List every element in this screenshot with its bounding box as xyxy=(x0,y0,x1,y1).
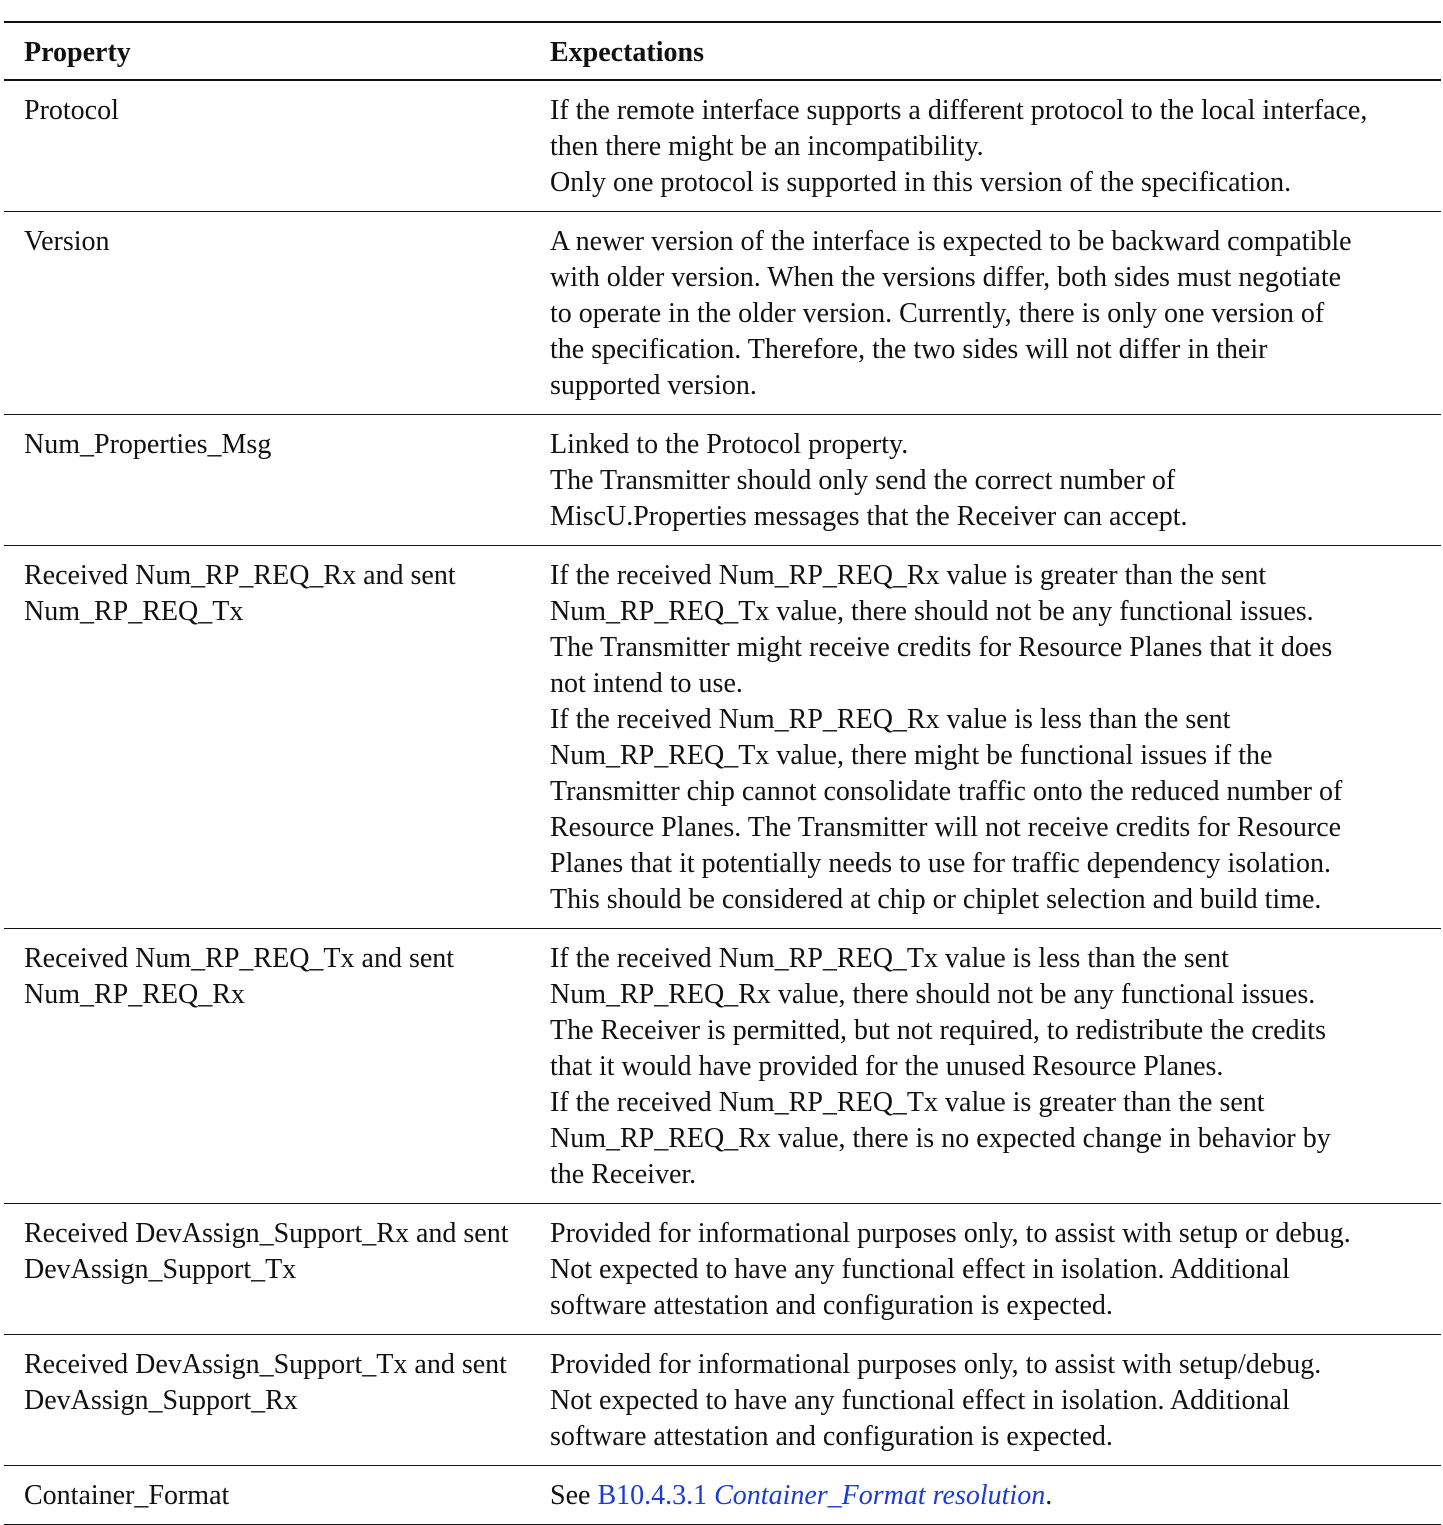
header-expectations: Expectations xyxy=(550,37,704,68)
expectations-cell: If the received Num_RP_REQ_Rx value is greater than the sent Num_RP_REQ_Tx value, there should not be any functional issues. The Transmitter might receive credits for Resource Planes that it does not intend to use. If the received Num_RP_REQ_Rx value is less than the sent Num_RP_REQ_Tx value, there might be functional issues if the Transmitter chip cannot consolidate traffic onto the reduced number of Resource Planes. The Transmitter will not receive credits for Resource Planes that it potentially needs to use for traffic dependency isolation. This should be considered at chip or chiplet selection and build time. xyxy=(550,560,1343,915)
header-property: Property xyxy=(24,37,131,68)
property-expectations-table xyxy=(4,21,1441,1525)
property-cell: Received Num_RP_REQ_Tx and sent Num_RP_REQ_Rx xyxy=(24,943,455,1010)
table-row xyxy=(4,1335,1441,1466)
expectations-cell: Provided for informational purposes only, to assist with setup or debug. Not expected to have any functional effect in isolation. Additional software attestation and configuration is expected. xyxy=(550,1218,1351,1321)
expectations-cell: Provided for informational purposes only, to assist with setup/debug. Not expected to have any functional effect in isolation. Additional software attestation and configuration is expected. xyxy=(550,1349,1322,1452)
table-row xyxy=(4,212,1441,415)
expectations-cell: A newer version of the interface is expected to be backward compatible with older version. When the versions differ, both sides must negotiate to operate in the older version. Currently, there is only one version of the specification. Therefore, the two sides will not differ in their supported version. xyxy=(550,226,1352,401)
property-cell: Received DevAssign_Support_Tx and sent DevAssign_Support_Rx xyxy=(24,1349,507,1416)
see-reference: See B10.4.3.1 Container_Format resolution. xyxy=(550,1480,1053,1511)
property-cell: Protocol xyxy=(24,95,119,126)
property-cell: Received DevAssign_Support_Rx and sent DevAssign_Support_Tx xyxy=(24,1218,509,1285)
table-row xyxy=(4,415,1441,546)
expectations-cell: Linked to the Protocol property. The Transmitter should only send the correct number of MiscU.Properties messages that the Receiver can accept. xyxy=(550,429,1188,532)
property-cell: Version xyxy=(24,226,110,257)
expectations-cell: If the remote interface supports a different protocol to the local interface, then there might be an incompatibility. Only one protocol is supported in this version of the specification. xyxy=(550,95,1368,198)
section-title-link[interactable]: Container_Format resolution xyxy=(714,1480,1046,1511)
property-cell: Num_Properties_Msg xyxy=(24,429,272,460)
table-row xyxy=(4,929,1441,1204)
property-cell: Container_Format xyxy=(24,1480,230,1511)
table-row xyxy=(4,1466,1441,1525)
table-row xyxy=(4,546,1441,929)
table-header-row xyxy=(4,23,1441,81)
expectations-cell: If the received Num_RP_REQ_Tx value is less than the sent Num_RP_REQ_Rx value, there should not be any functional issues. The Receiver is permitted, but not required, to redistribute the credits that it would have provided for the unused Resource Planes. If the received Num_RP_REQ_Tx value is greater than the sent Num_RP_REQ_Rx value, there is no expected change in behavior by the Receiver. xyxy=(550,943,1331,1190)
expectations-cell xyxy=(550,1466,1441,1524)
section-link[interactable]: B10.4.3.1 xyxy=(597,1480,708,1511)
table-row xyxy=(4,1204,1441,1335)
property-cell: Received Num_RP_REQ_Rx and sent Num_RP_REQ_Tx xyxy=(24,560,456,627)
table-row xyxy=(4,81,1441,212)
